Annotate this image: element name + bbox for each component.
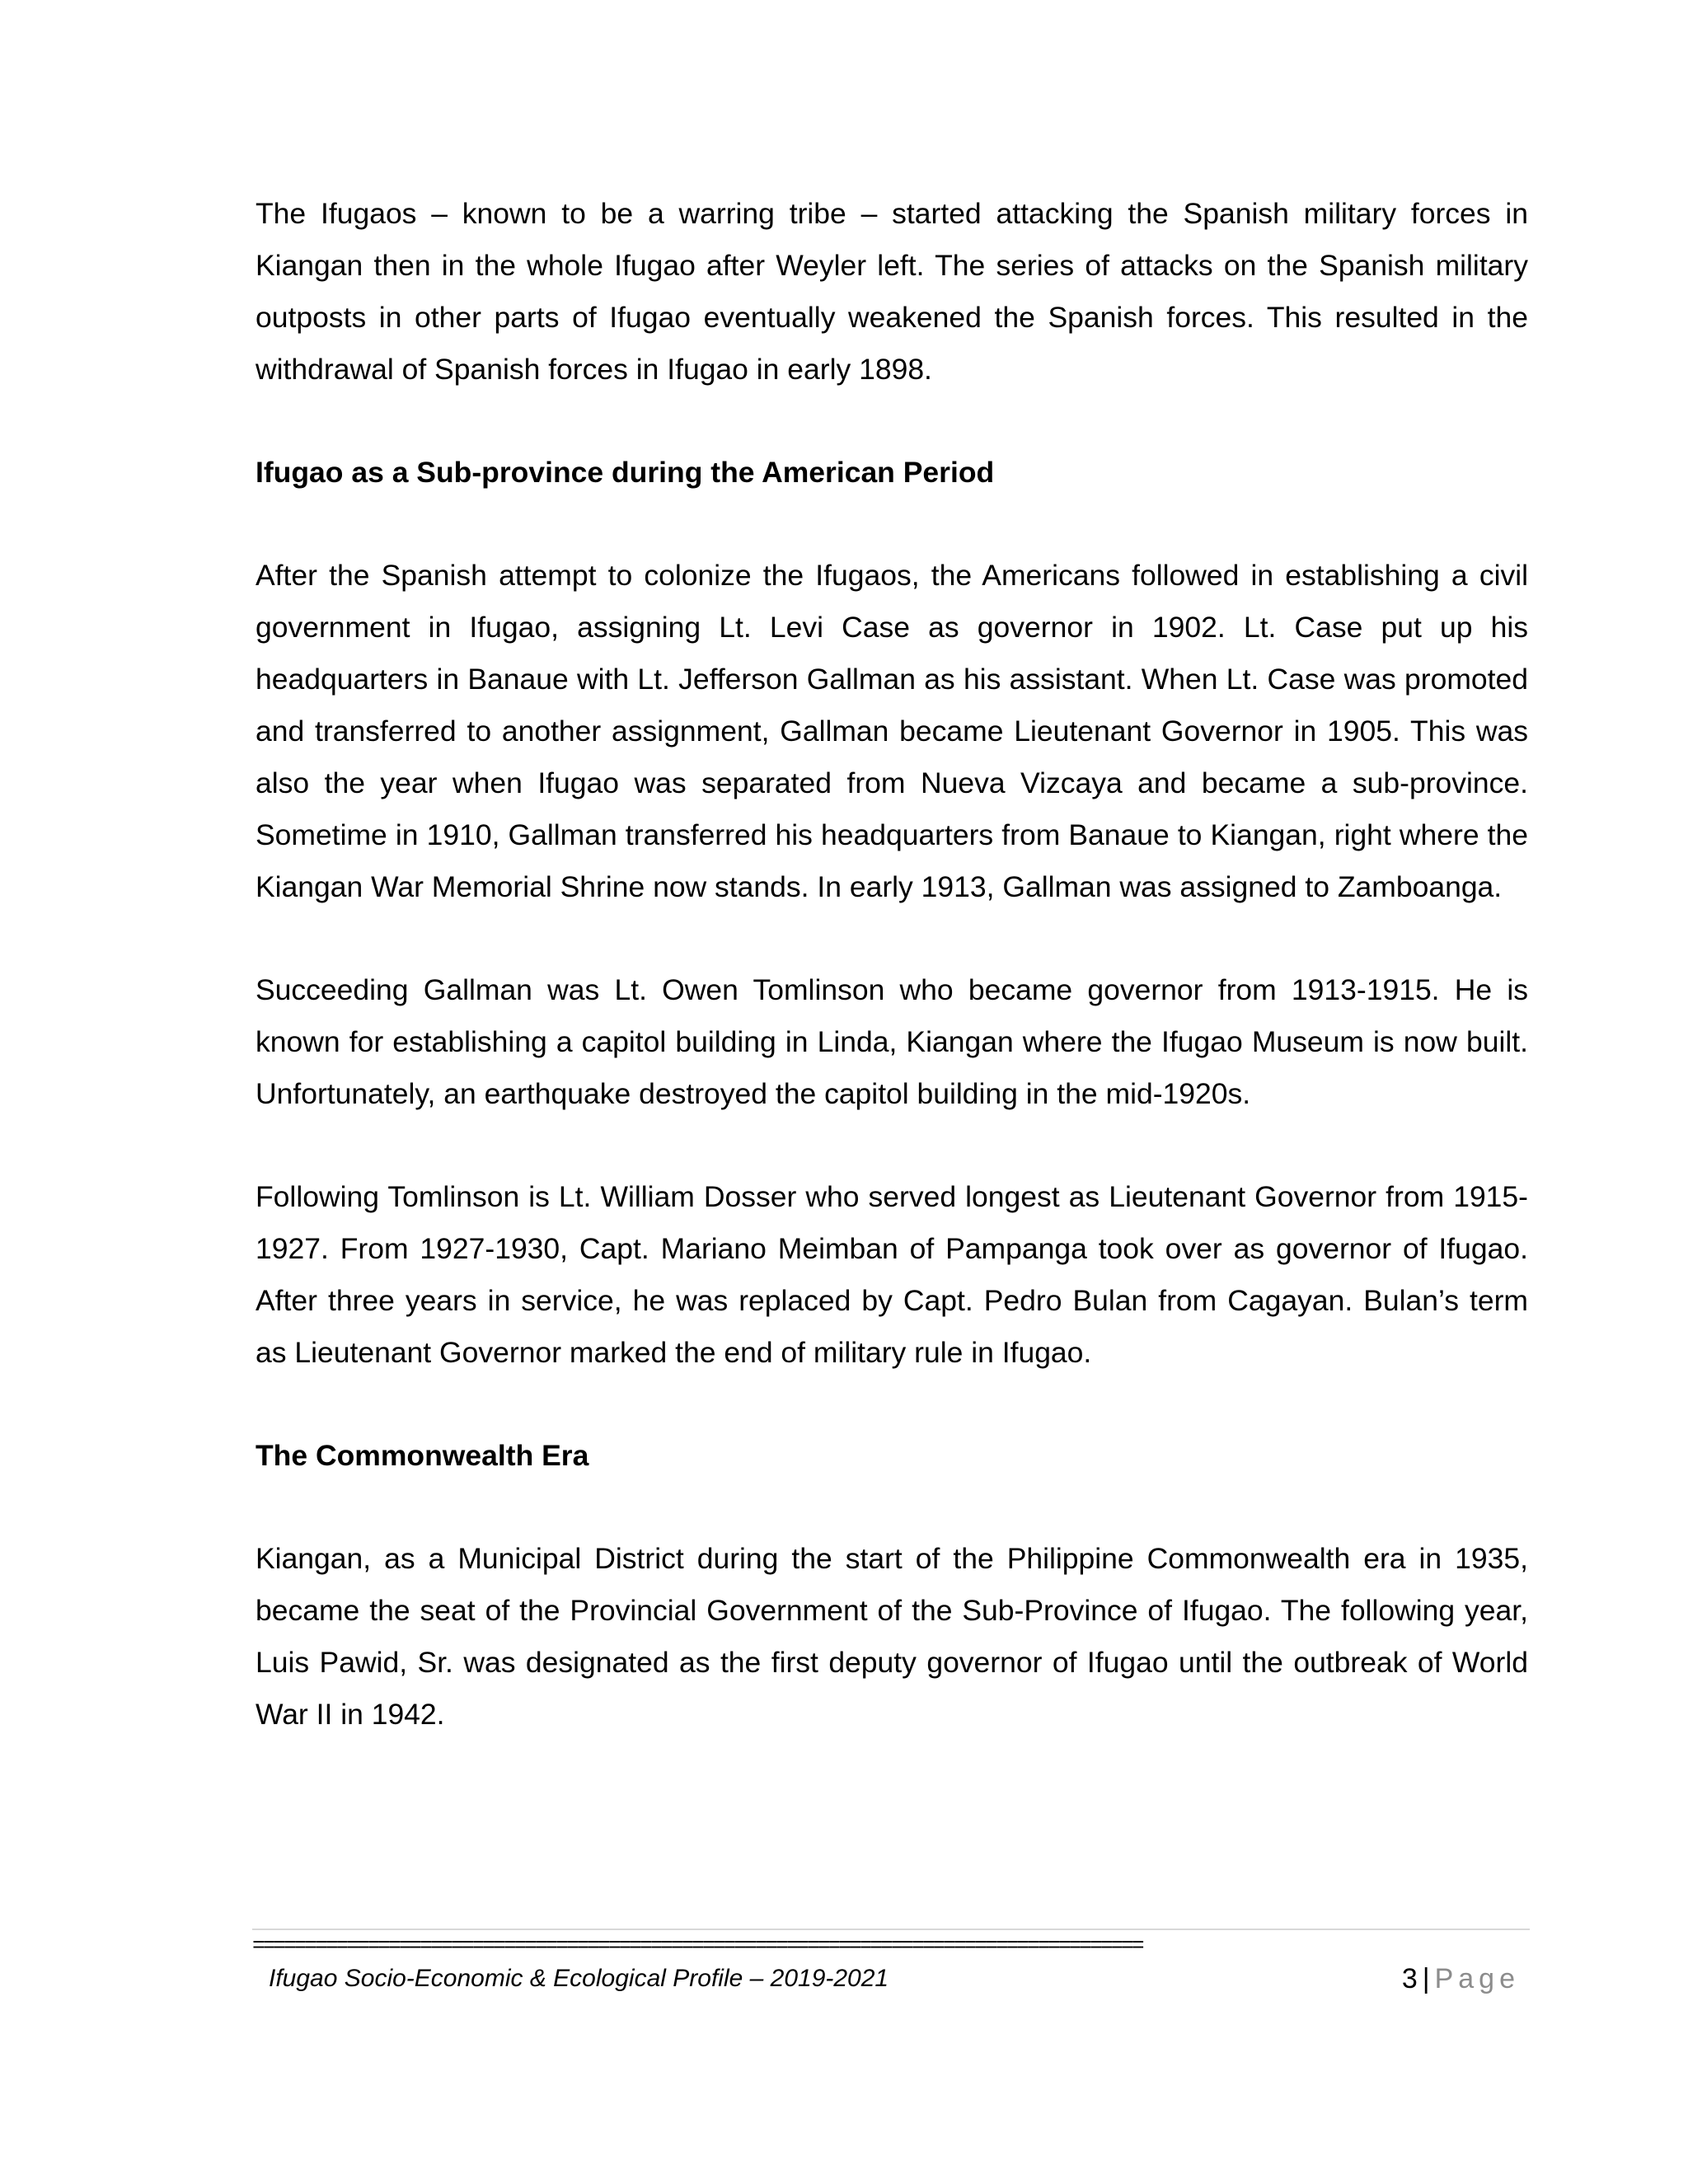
paragraph-civil-government: After the Spanish attempt to colonize the Ifugaos, the Americans followed in establishing a civil government in Ifugao, assigning Lt. Levi Case as governor in 1902. Lt. Case put up his headquarters in Banaue with Lt. Jefferson Gallman as his assistant. When Lt. Case was promoted and transferred to another assignment, Gallman became Lieutenant Governor in 1905. This was also the year when Ifugao was separated from Nueva Vizcaya and became a sub-province. Sometime in 1910, Gallman transferred his headquarters from Banaue to Kiangan, right where the Kiangan War Memorial Shrine now stands. In early 1913, Gallman was assigned to Zamboanga. (256, 559, 1528, 903)
footer-document-title: Ifugao Socio-Economic & Ecological Profile – 2019-2021 (269, 1965, 889, 1992)
footer-rule (252, 1929, 1530, 1930)
page-label: Page (1434, 1963, 1520, 1994)
page-number: 3 (1401, 1963, 1418, 1994)
footer-separator: ===================================================================================== (252, 1933, 1142, 1958)
page-separator: | (1422, 1963, 1430, 1994)
paragraph-tomlinson: Succeeding Gallman was Lt. Owen Tomlinson who became governor from 1913-1915. He is known for establishing a capitol building in Linda, Kiangan where the Ifugao Museum is now built. Unfortunately, an earthquake destroyed the capitol building in the mid-1920s. (256, 973, 1528, 1110)
section-heading-commonwealth-era: The Commonwealth Era (256, 1439, 589, 1472)
page-footer (252, 1929, 1530, 2008)
footer-page-indicator (1402, 1963, 1520, 1995)
paragraph-ifugao-attacks: The Ifugaos – known to be a warring tribe – started attacking the Spanish military forces in Kiangan then in the whole Ifugao after Weyler left. The series of attacks on the Spanish military outposts in other parts of Ifugao eventually weakened the Spanish forces. This resulted in the withdrawal of Spanish forces in Ifugao in early 1898. (256, 197, 1528, 386)
page-content (256, 188, 1528, 1741)
footer-row (252, 1958, 1530, 2008)
paragraph-dosser: Following Tomlinson is Lt. William Dosser who served longest as Lieutenant Governor from 1915-1927. From 1927-1930, Capt. Mariano Meimban of Pampanga took over as governor of Ifugao. After three years in service, he was replaced by Capt. Pedro Bulan from Cagayan. Bulan’s term as Lieutenant Governor marked the end of military rule in Ifugao. (256, 1180, 1528, 1369)
paragraph-kiangan-seat: Kiangan, as a Municipal District during the start of the Philippine Commonwealth era in 1935, became the seat of the Provincial Government of the Sub-Province of Ifugao. The following year, Luis Pawid, Sr. was designated as the first deputy governor of Ifugao until the outbreak of World War II in 1942. (256, 1542, 1528, 1731)
section-heading-american-period: Ifugao as a Sub-province during the American Period (256, 456, 995, 489)
